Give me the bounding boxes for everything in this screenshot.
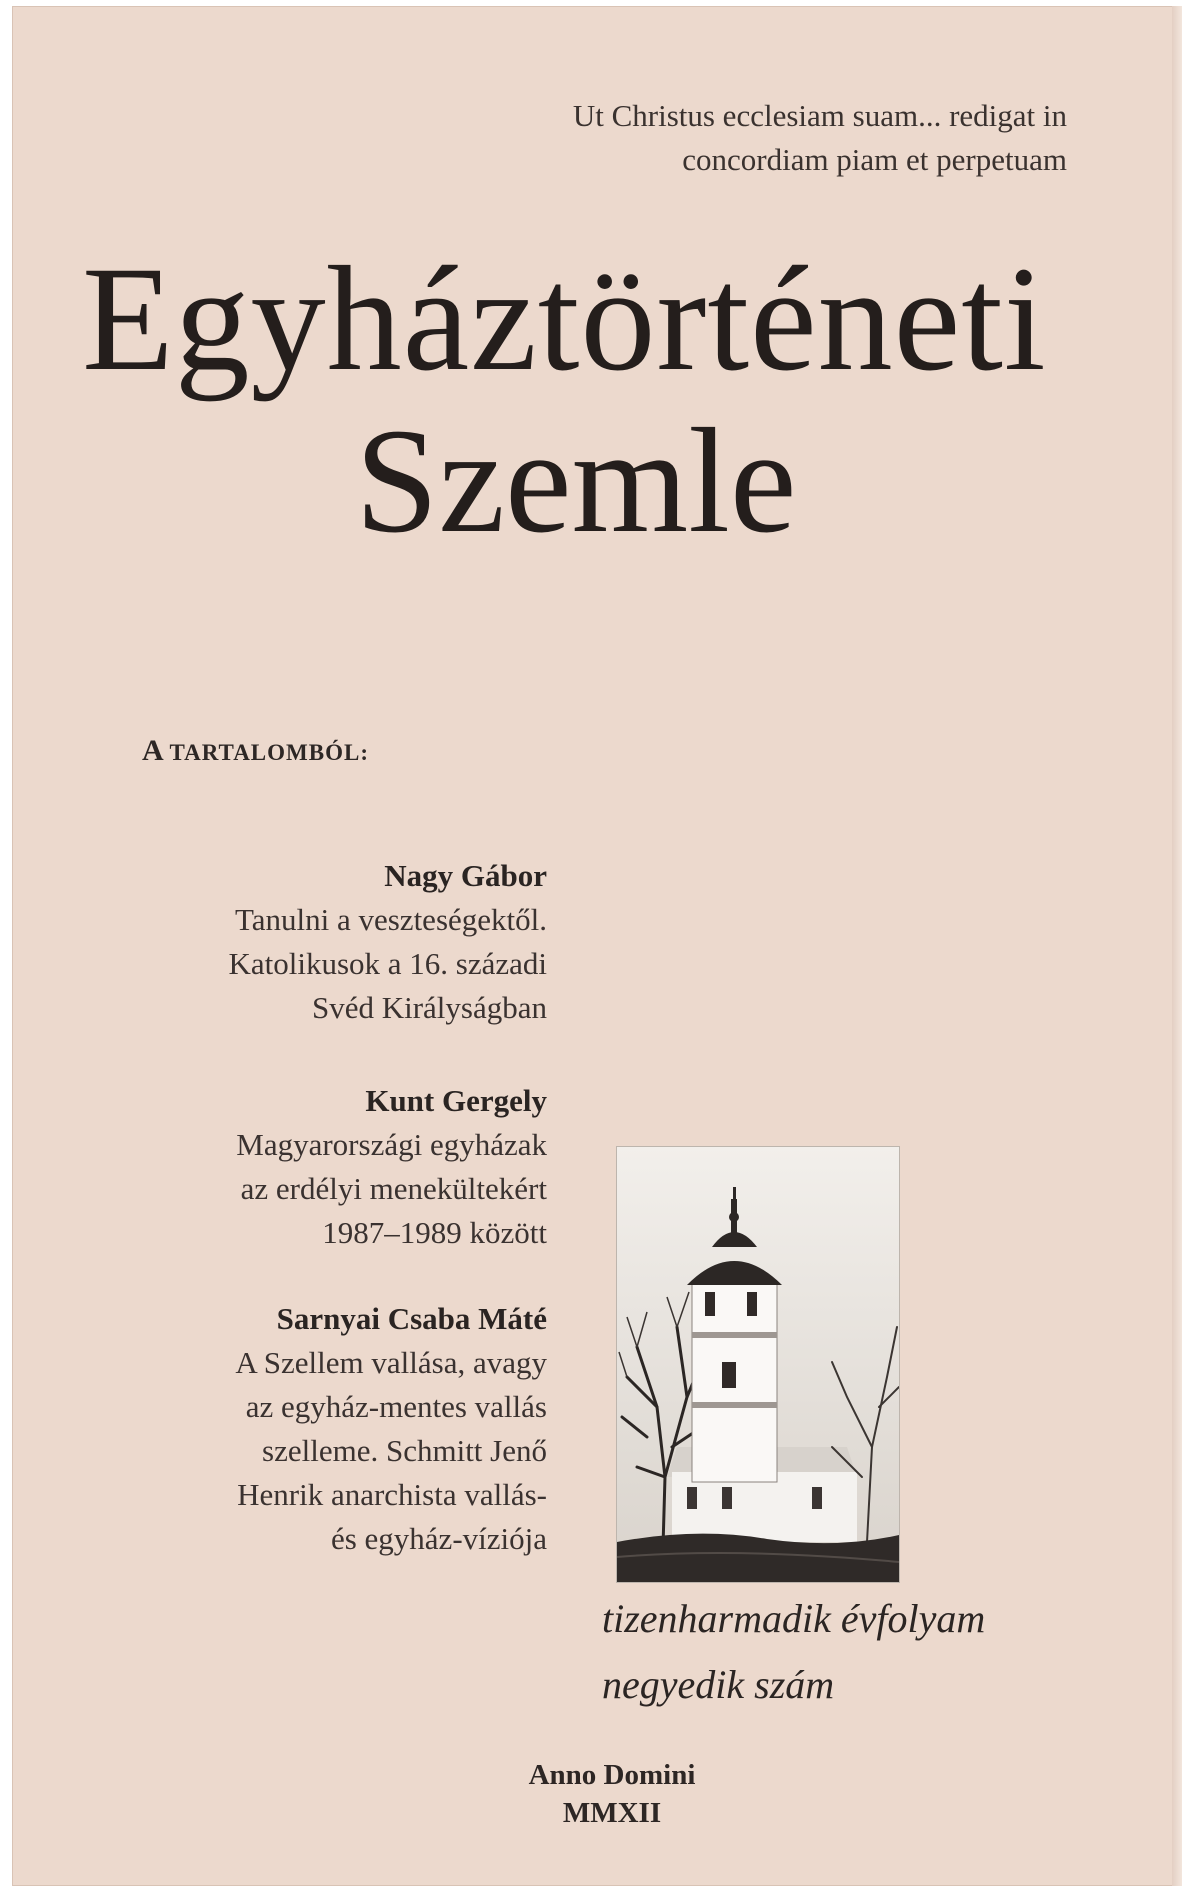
issue-info: [602, 1586, 985, 1718]
anno-domini-label: Anno Domini: [528, 1759, 696, 1791]
volume-line: tizenharmadik évfolyam: [602, 1596, 986, 1641]
entry-author: Nagy Gábor: [384, 858, 547, 893]
entry-title-line: A Szellem vallása, avagy: [235, 1345, 547, 1380]
toc-entry: [228, 854, 547, 1030]
publication-year: [412, 1756, 812, 1832]
entry-author: Kunt Gergely: [365, 1083, 547, 1118]
motto: [573, 94, 1067, 182]
journal-title-line-2: Szemle: [355, 398, 797, 564]
toc-entry: [235, 1297, 547, 1561]
motto-line-2: concordiam piam et perpetuam: [682, 142, 1067, 177]
entry-title-line: szelleme. Schmitt Jenő: [262, 1433, 547, 1468]
entry-author: Sarnyai Csaba Máté: [276, 1301, 547, 1336]
toc-heading-rest: TARTALOMBÓL:: [169, 740, 369, 765]
journal-cover: [12, 6, 1182, 1886]
motto-line-1: Ut Christus ecclesiam suam... redigat in: [572, 98, 1067, 133]
entry-title-line: Svéd Királyságban: [311, 990, 547, 1025]
entry-title-line: az egyház-mentes vallás: [245, 1389, 547, 1424]
church-photo: [616, 1146, 900, 1583]
church-icon: [617, 1147, 899, 1582]
toc-heading-initial: A: [142, 734, 170, 767]
entry-title-line: Tanulni a veszteségektől.: [234, 902, 547, 937]
toc-entry: [236, 1079, 547, 1255]
issue-number-line: negyedik szám: [602, 1662, 835, 1707]
entry-title-line: Katolikusok a 16. századi: [228, 946, 547, 981]
entry-title-line: 1987–1989 között: [322, 1215, 547, 1250]
entry-title-line: Magyarországi egyházak: [236, 1127, 547, 1162]
entry-title-line: és egyház-víziója: [330, 1521, 547, 1556]
journal-title-line-1: Egyháztörténeti: [82, 236, 1047, 402]
year-roman-numeral: MMXII: [562, 1797, 662, 1829]
entry-title-line: az erdélyi menekültekért: [240, 1171, 547, 1206]
entry-title-line: Henrik anarchista vallás-: [237, 1477, 547, 1512]
toc-heading: [142, 734, 369, 768]
page-edge: [1172, 6, 1182, 1886]
